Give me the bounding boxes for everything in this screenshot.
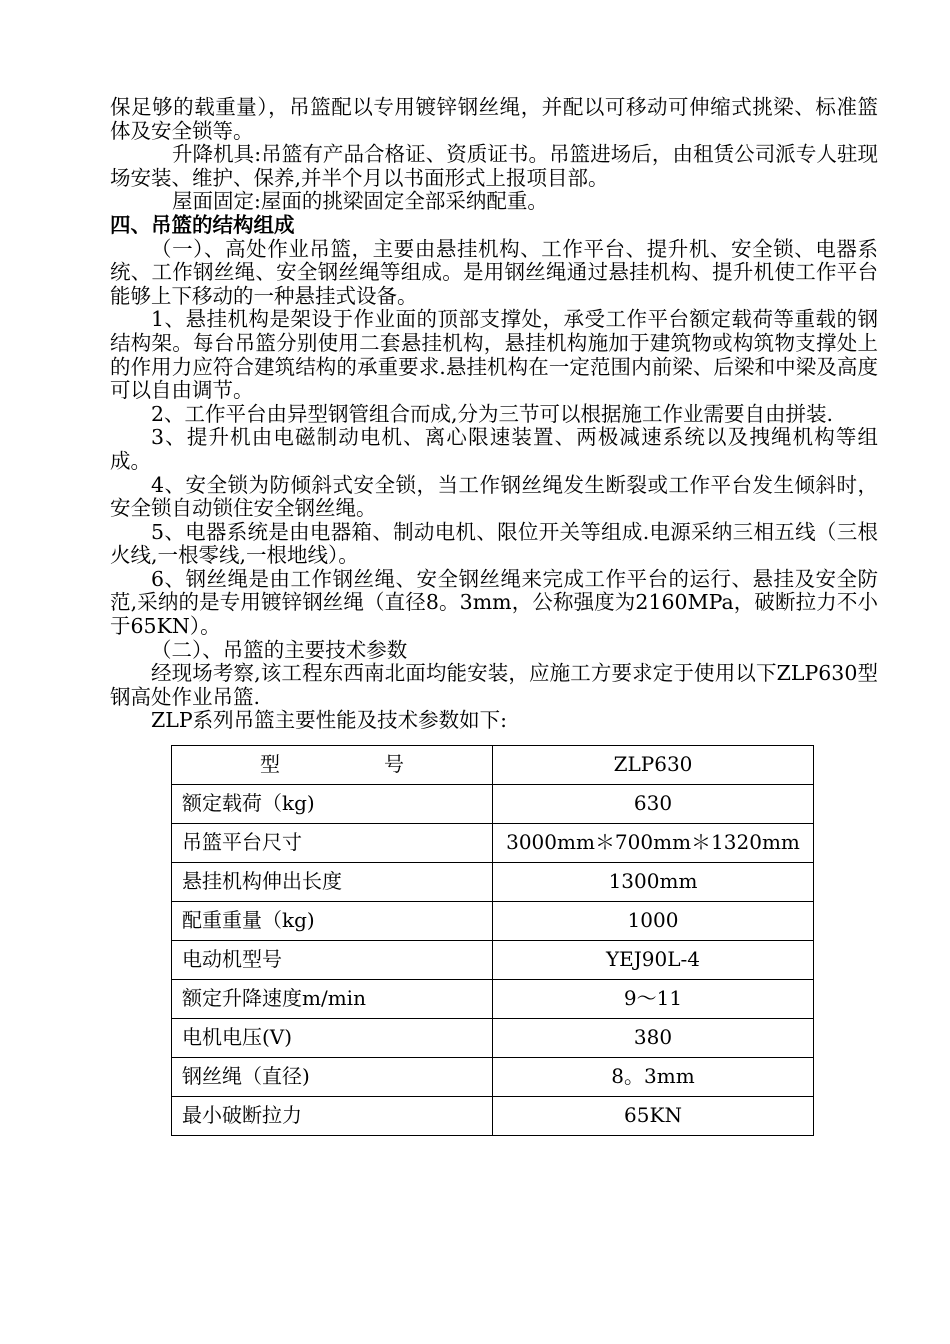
param-value-cell: 9～11 [493, 980, 814, 1019]
param-value-cell: 630 [493, 785, 814, 824]
table-row [172, 863, 814, 902]
paragraph-2: 升降机具:吊篮有产品合格证、资质证书。吊篮进场后，由租赁公司派专人驻现场安装、维护、保养,并半个月以书面形式上报项目部。 [110, 142, 878, 190]
header-right-cell: ZLP630 [493, 746, 814, 785]
table-row [172, 1019, 814, 1058]
paragraph-8: 4、安全锁为防倾斜式安全锁，当工作钢丝绳发生断裂或工作平台发生倾斜时，安全锁自动锁住安全钢丝绳。 [110, 472, 878, 521]
param-name-cell: 电动机型号 [172, 941, 493, 980]
paragraph-9: 5、电器系统是由电器箱、制动电机、限位开关等组成.电源采纳三相五线（三根火线,一根零线,一根地线）。 [110, 519, 878, 568]
param-value-cell: YEJ90L-4 [493, 941, 814, 980]
param-value-cell: 1000 [493, 902, 814, 941]
param-name-cell: 悬挂机构伸出长度 [172, 863, 493, 902]
paragraph-1: 保足够的载重量），吊篮配以专用镀锌钢丝绳，并配以可移动可伸缩式挑梁、标准篮体及安全锁等。 [110, 95, 878, 143]
param-name-cell: 电机电压(V) [172, 1019, 493, 1058]
paragraph-11: （二）、吊篮的主要技术参数 [151, 637, 408, 662]
paragraph-4: （一）、高处作业吊篮，主要由悬挂机构、工作平台、提升机、安全锁、电器系统、工作钢丝绳、安全钢丝绳等组成。是用钢丝绳通过悬挂机构、提升机使工作平台能够上下移动的一种悬挂式设备。 [110, 236, 878, 308]
param-value-cell: 380 [493, 1019, 814, 1058]
paragraph-3: 屋面固定:屋面的挑梁固定全部采纳配重。 [172, 189, 548, 214]
table-row [172, 980, 814, 1019]
header-left-b: 号 [384, 752, 404, 777]
paragraph-7: 3、提升机由电磁制动电机、离心限速装置、两极减速系统以及拽绳机构等组成。 [110, 425, 878, 473]
param-value-cell: 3000mm＊700mm＊1320mm [493, 824, 814, 863]
param-value-cell: 1300mm [493, 863, 814, 902]
table-row [172, 824, 814, 863]
param-name-cell: 钢丝绳（直径) [172, 1058, 493, 1097]
paragraph-10: 6、钢丝绳是由工作钢丝绳、安全钢丝绳来完成工作平台的运行、悬挂及安全防范,采纳的是专用镀锌钢丝绳（直径8。3mm，公称强度为2160MPa，破断拉力不小于65KN）。 [110, 566, 878, 639]
param-name-cell: 最小破断拉力 [172, 1097, 493, 1136]
param-name-cell: 吊篮平台尺寸 [172, 824, 493, 863]
table-row [172, 941, 814, 980]
header-left-a: 型 [260, 752, 280, 777]
table-header-row [172, 746, 814, 785]
param-name-cell: 额定载荷（kg) [172, 785, 493, 824]
param-value-cell: 65KN [493, 1097, 814, 1136]
header-left-cell [172, 746, 493, 785]
table-row [172, 785, 814, 824]
param-value-cell: 8。3mm [493, 1058, 814, 1097]
paragraph-13: ZLP系列吊篮主要性能及技术参数如下: [151, 708, 508, 733]
paragraph-6: 2、工作平台由异型钢管组合而成,分为三节可以根据施工作业需要自由拼装. [151, 401, 834, 426]
spec-table [171, 745, 814, 1136]
param-name-cell: 配重重量（kg) [172, 902, 493, 941]
paragraph-12: 经现场考察,该工程东西南北面均能安装，应施工方要求定于使用以下ZLP630型钢高处作业吊篮. [110, 661, 878, 709]
table-row [172, 1058, 814, 1097]
section-heading-4: 四、吊篮的结构组成 [110, 212, 295, 237]
paragraph-5: 1、悬挂机构是架设于作业面的顶部支撑处，承受工作平台额定载荷等重载的钢结构架。每台吊篮分别使用二套悬挂机构，悬挂机构施加于建筑物或构筑物支撑处上的作用力应符合建筑结构的承重要求.悬挂机构在一定范围内前梁、后梁和中梁及高度可以自由调节。 [110, 307, 878, 403]
table-row [172, 1097, 814, 1136]
table-row [172, 902, 814, 941]
param-name-cell: 额定升降速度m/min [172, 980, 493, 1019]
document-page [110, 96, 878, 1136]
